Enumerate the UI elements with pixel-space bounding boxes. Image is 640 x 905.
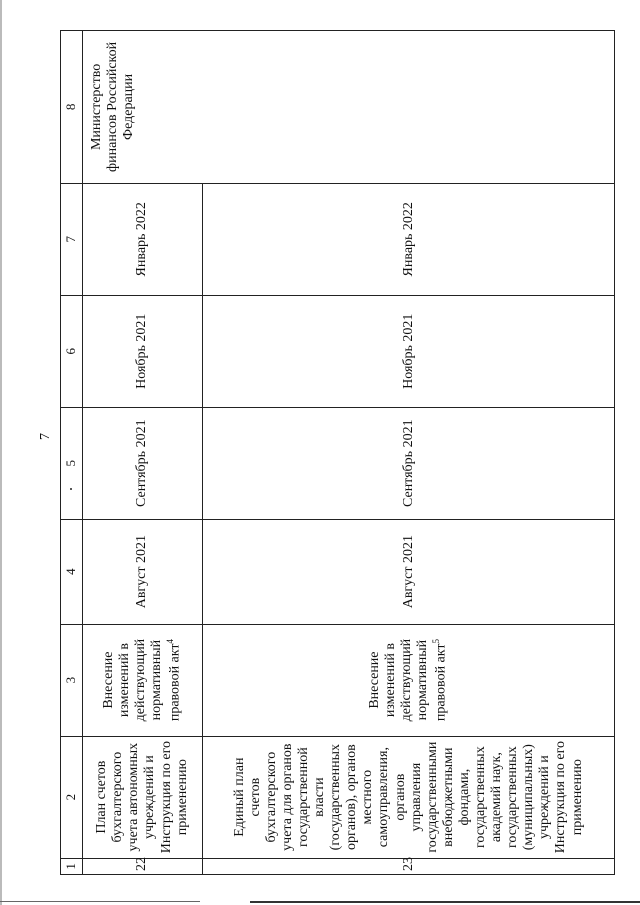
date-cell: Сентябрь 2021 bbox=[82, 407, 202, 519]
scan-artifact bbox=[250, 901, 640, 903]
column-number: 6 bbox=[61, 295, 83, 407]
date-cell: Январь 2022 bbox=[82, 183, 202, 295]
column-number: 8 bbox=[61, 31, 83, 184]
scan-edge bbox=[0, 0, 2, 905]
date-cell: Январь 2022 bbox=[203, 183, 615, 295]
scan-artifact bbox=[0, 901, 200, 902]
table-row bbox=[82, 31, 202, 875]
responsible-cell: Министерство финансов Российской Федерации bbox=[82, 31, 614, 184]
column-number-row bbox=[61, 31, 83, 875]
rotated-table-container bbox=[60, 30, 615, 875]
date-cell: Ноябрь 2021 bbox=[203, 295, 615, 407]
column-number: 5 bbox=[61, 407, 83, 519]
date-cell: Сентябрь 2021 bbox=[203, 407, 615, 519]
action-text: Внесение изменений в действующий нормативный правовой акт bbox=[367, 638, 450, 722]
plan-table bbox=[60, 30, 615, 875]
row-number: 22 bbox=[82, 858, 202, 874]
column-number: 4 bbox=[61, 519, 83, 624]
footnote-ref: 4 bbox=[165, 638, 176, 644]
date-cell: Август 2021 bbox=[203, 519, 615, 624]
document-name: План счетов бухгалтерского учета автономных учреждений и Инструкция по его применению bbox=[82, 736, 202, 858]
document-name: Единый план счетов бухгалтерского учета для органов государственной власти (государственных органов), органов местного самоуправления, органов управления государственными внебюджетными фондами, государственных академий наук, государственных (муниципальных) учреждений и Инструкция по его применению bbox=[203, 736, 615, 858]
column-number: 7 bbox=[61, 183, 83, 295]
action-text: Внесение изменений в действующий нормативный правовой акт bbox=[100, 638, 183, 722]
page-number: 7 bbox=[38, 433, 53, 440]
column-number: 3 bbox=[61, 624, 83, 736]
column-number: 1 bbox=[61, 858, 83, 874]
date-cell: Ноябрь 2021 bbox=[82, 295, 202, 407]
action-cell bbox=[203, 624, 615, 736]
row-number: 23 bbox=[203, 858, 615, 874]
footnote-ref: 5 bbox=[431, 638, 442, 644]
action-cell bbox=[82, 624, 202, 736]
column-number: 2 bbox=[61, 736, 83, 858]
date-cell: Август 2021 bbox=[82, 519, 202, 624]
